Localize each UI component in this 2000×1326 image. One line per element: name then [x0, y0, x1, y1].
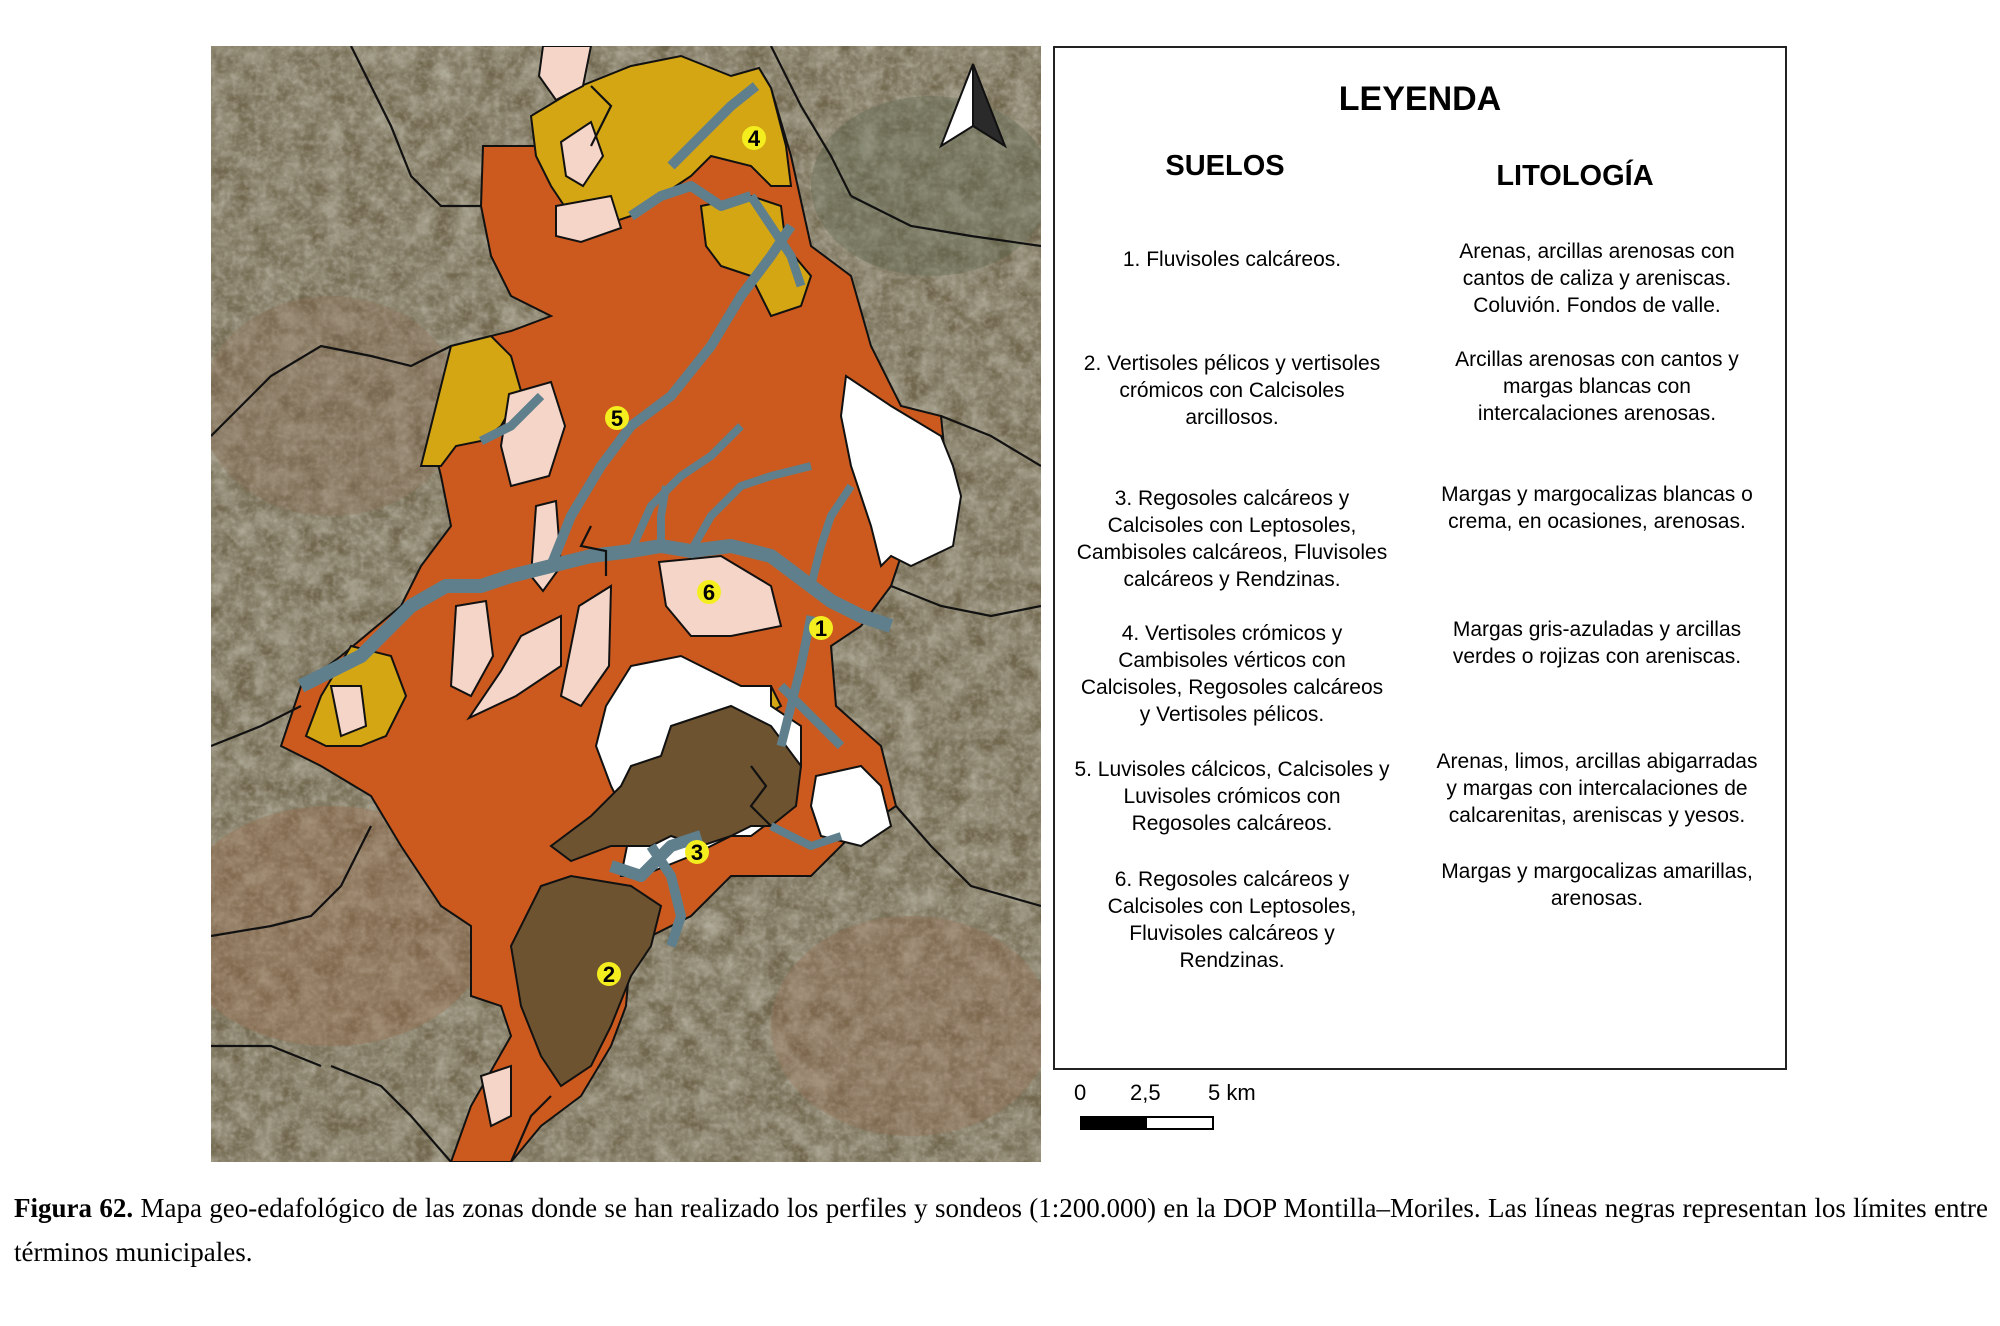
legend-box — [1053, 46, 1787, 1070]
scale-bar-black-segment — [1082, 1118, 1147, 1128]
soil-desc-1: 1. Fluvisoles calcáreos. — [1122, 248, 1342, 271]
geo-soil-map — [211, 46, 1041, 1162]
lith-desc-2: Arcillas arenosas con cantos y margas blancas con intercalaciones arenosas. — [1455, 348, 1739, 425]
lith-desc-4: Margas gris-azuladas y arcillas verdes o rojizas con areniscas. — [1452, 618, 1742, 668]
scale-label-mid: 2,5 — [1130, 1080, 1161, 1105]
scale-bar — [1070, 1080, 1270, 1140]
figure-caption — [14, 1186, 1988, 1274]
legend-title: LEYENDA — [1338, 80, 1502, 118]
lith-desc-6: Margas y margocalizas amarillas, arenosas. — [1441, 860, 1753, 910]
lith-desc-1: Arenas, arcillas arenosas con cantos de caliza y areniscas. Coluvión. Fondos de valle. — [1459, 240, 1735, 317]
lith-desc-5: Arenas, limos, arcillas abigarradas y margas con intercalaciones de calcarenitas, areniscas y yesos. — [1436, 750, 1758, 827]
zone-label-6-text: 6 — [702, 580, 716, 605]
scale-label-end: 5 km — [1208, 1080, 1256, 1105]
zone-label-2-text: 2 — [602, 962, 616, 987]
soil-desc-5: 5. Luvisoles cálcicos, Calcisoles y Luvisoles crómicos con Regosoles calcáreos. — [1074, 758, 1390, 835]
scale-bar-graphic — [1080, 1116, 1214, 1130]
lithology-header: LITOLOGÍA — [1496, 160, 1654, 192]
zone-label-1-text: 1 — [814, 616, 828, 641]
zone-label-4-text: 4 — [747, 126, 761, 151]
soils-header: SUELOS — [1165, 150, 1285, 182]
lith-desc-3: Margas y margocalizas blancas o crema, en ocasiones, arenosas. — [1441, 483, 1753, 533]
caption-label: Figura 62. — [14, 1193, 134, 1223]
soil-desc-3: 3. Regosoles calcáreos y Calcisoles con Leptosoles, Cambisoles calcáreos, Fluvisoles calcáreos y Rendzinas. — [1076, 487, 1388, 591]
soil-desc-4: 4. Vertisoles crómicos y Cambisoles vérticos con Calcisoles, Regosoles calcáreos y Vertisoles pélicos. — [1080, 622, 1384, 726]
zone-label-3-text: 3 — [690, 840, 704, 865]
caption-text: Mapa geo-edafológico de las zonas donde se han realizado los perfiles y sondeos (1:200.000) en la DOP Montilla–Moriles. Las líneas negras representan los límites entre términos municipales. — [14, 1193, 1988, 1267]
zone-label-5-text: 5 — [610, 406, 624, 431]
scale-label-0: 0 — [1074, 1080, 1087, 1105]
soil-desc-2: 2. Vertisoles pélicos y vertisoles crómicos con Calcisoles arcillosos. — [1083, 352, 1381, 429]
soil-desc-6: 6. Regosoles calcáreos y Calcisoles con Leptosoles, Fluvisoles calcáreos y Rendzinas. — [1107, 868, 1357, 972]
